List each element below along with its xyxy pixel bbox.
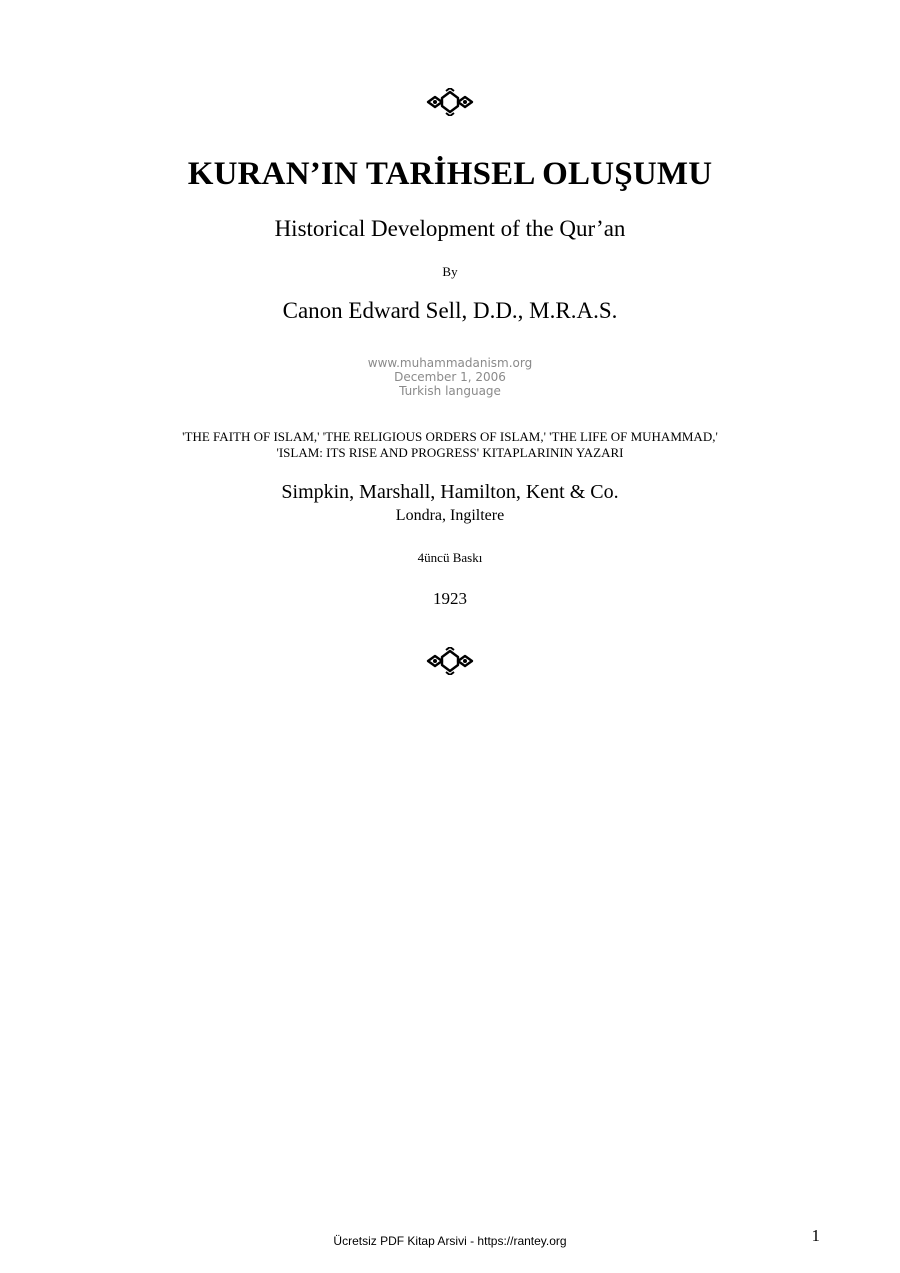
other-works-line-2: 'ISLAM: ITS RISE AND PROGRESS' KITAPLARININ YAZARI xyxy=(276,445,624,460)
edition-label: 4üncü Baskı xyxy=(417,550,483,565)
page-number: 1 xyxy=(811,1226,820,1245)
publication-date: December 1, 2006 xyxy=(394,370,506,384)
publisher-name: Simpkin, Marshall, Hamilton, Kent & Co. xyxy=(281,481,619,503)
language-note: Turkish language xyxy=(399,384,501,398)
other-works-line-1: 'THE FAITH OF ISLAM,' 'THE RELIGIOUS ORDERS OF ISLAM,' 'THE LIFE OF MUHAMMAD,' xyxy=(182,429,718,444)
fleuron-ornament-icon xyxy=(424,647,476,675)
fleuron-ornament-icon xyxy=(424,88,476,116)
by-label: By xyxy=(442,264,458,279)
source-url: www.muhammadanism.org xyxy=(367,356,533,370)
footer-text: Ücretsiz PDF Kitap Arsivi - https://rantey.org xyxy=(333,1234,567,1248)
publication-year: 1923 xyxy=(433,589,467,608)
document-title: KURAN’IN TARİHSEL OLUŞUMU xyxy=(187,156,713,192)
author-name: Canon Edward Sell, D.D., M.R.A.S. xyxy=(282,298,618,323)
publication-place: Londra, Ingiltere xyxy=(395,507,505,524)
document-subtitle: Historical Development of the Qur’an xyxy=(274,216,626,241)
